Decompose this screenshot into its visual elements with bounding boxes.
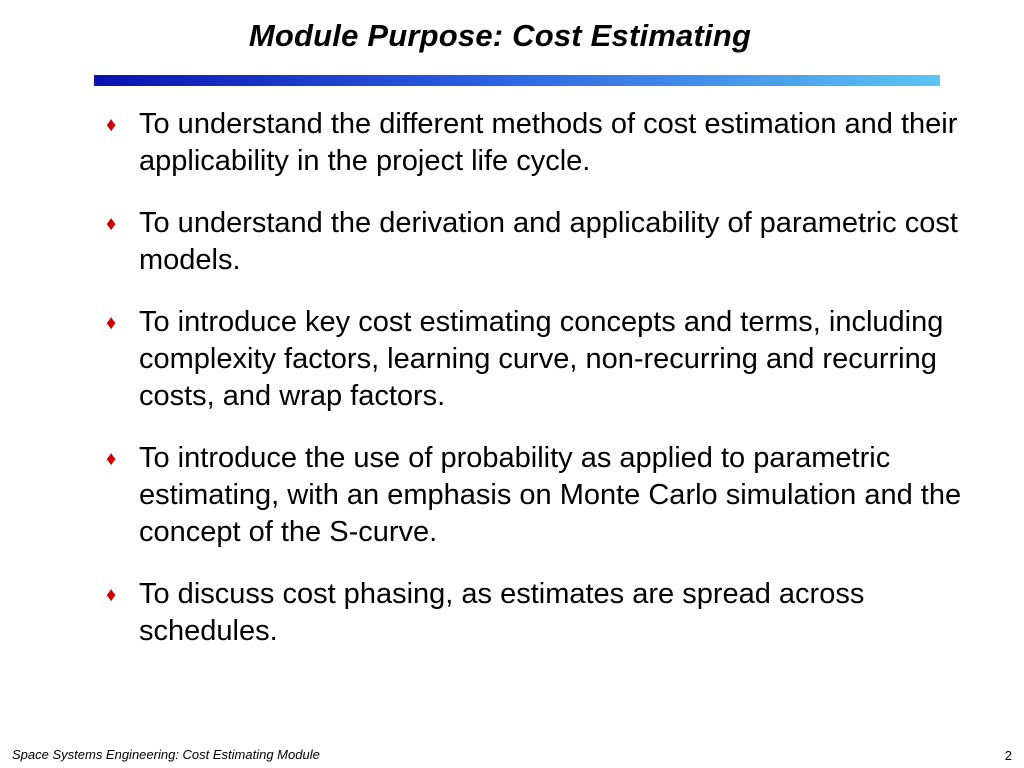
bullet-item	[104, 440, 964, 551]
footer-course-title: Space Systems Engineering: Cost Estimating Module	[12, 747, 320, 762]
diamond-icon: ♦	[106, 114, 117, 136]
bullet-item	[104, 304, 964, 415]
title-underline-bar	[94, 75, 940, 86]
bullet-text: To discuss cost phasing, as estimates are spread across schedules.	[139, 578, 865, 647]
diamond-icon: ♦	[106, 312, 117, 334]
diamond-icon: ♦	[106, 213, 117, 235]
slide-title: Module Purpose: Cost Estimating	[248, 18, 752, 53]
page-number: 2	[1004, 748, 1012, 763]
bullet-item	[104, 205, 964, 279]
bullet-text: To introduce the use of probability as applied to parametric estimating, with an emphasis on Monte Carlo simulation and the concept of the S-curve.	[139, 442, 962, 548]
bullet-text: To introduce key cost estimating concepts and terms, including complexity factors, learning curve, non-recurring and recurring costs, and wrap factors.	[139, 306, 944, 412]
bullet-text: To understand the derivation and applicability of parametric cost models.	[139, 207, 958, 276]
diamond-icon: ♦	[106, 448, 117, 470]
bullet-text: To understand the different methods of cost estimation and their applicability in the project life cycle.	[139, 108, 958, 177]
bullet-list	[104, 106, 964, 675]
bullet-item	[104, 576, 964, 650]
bullet-item	[104, 106, 964, 180]
diamond-icon: ♦	[106, 584, 117, 606]
